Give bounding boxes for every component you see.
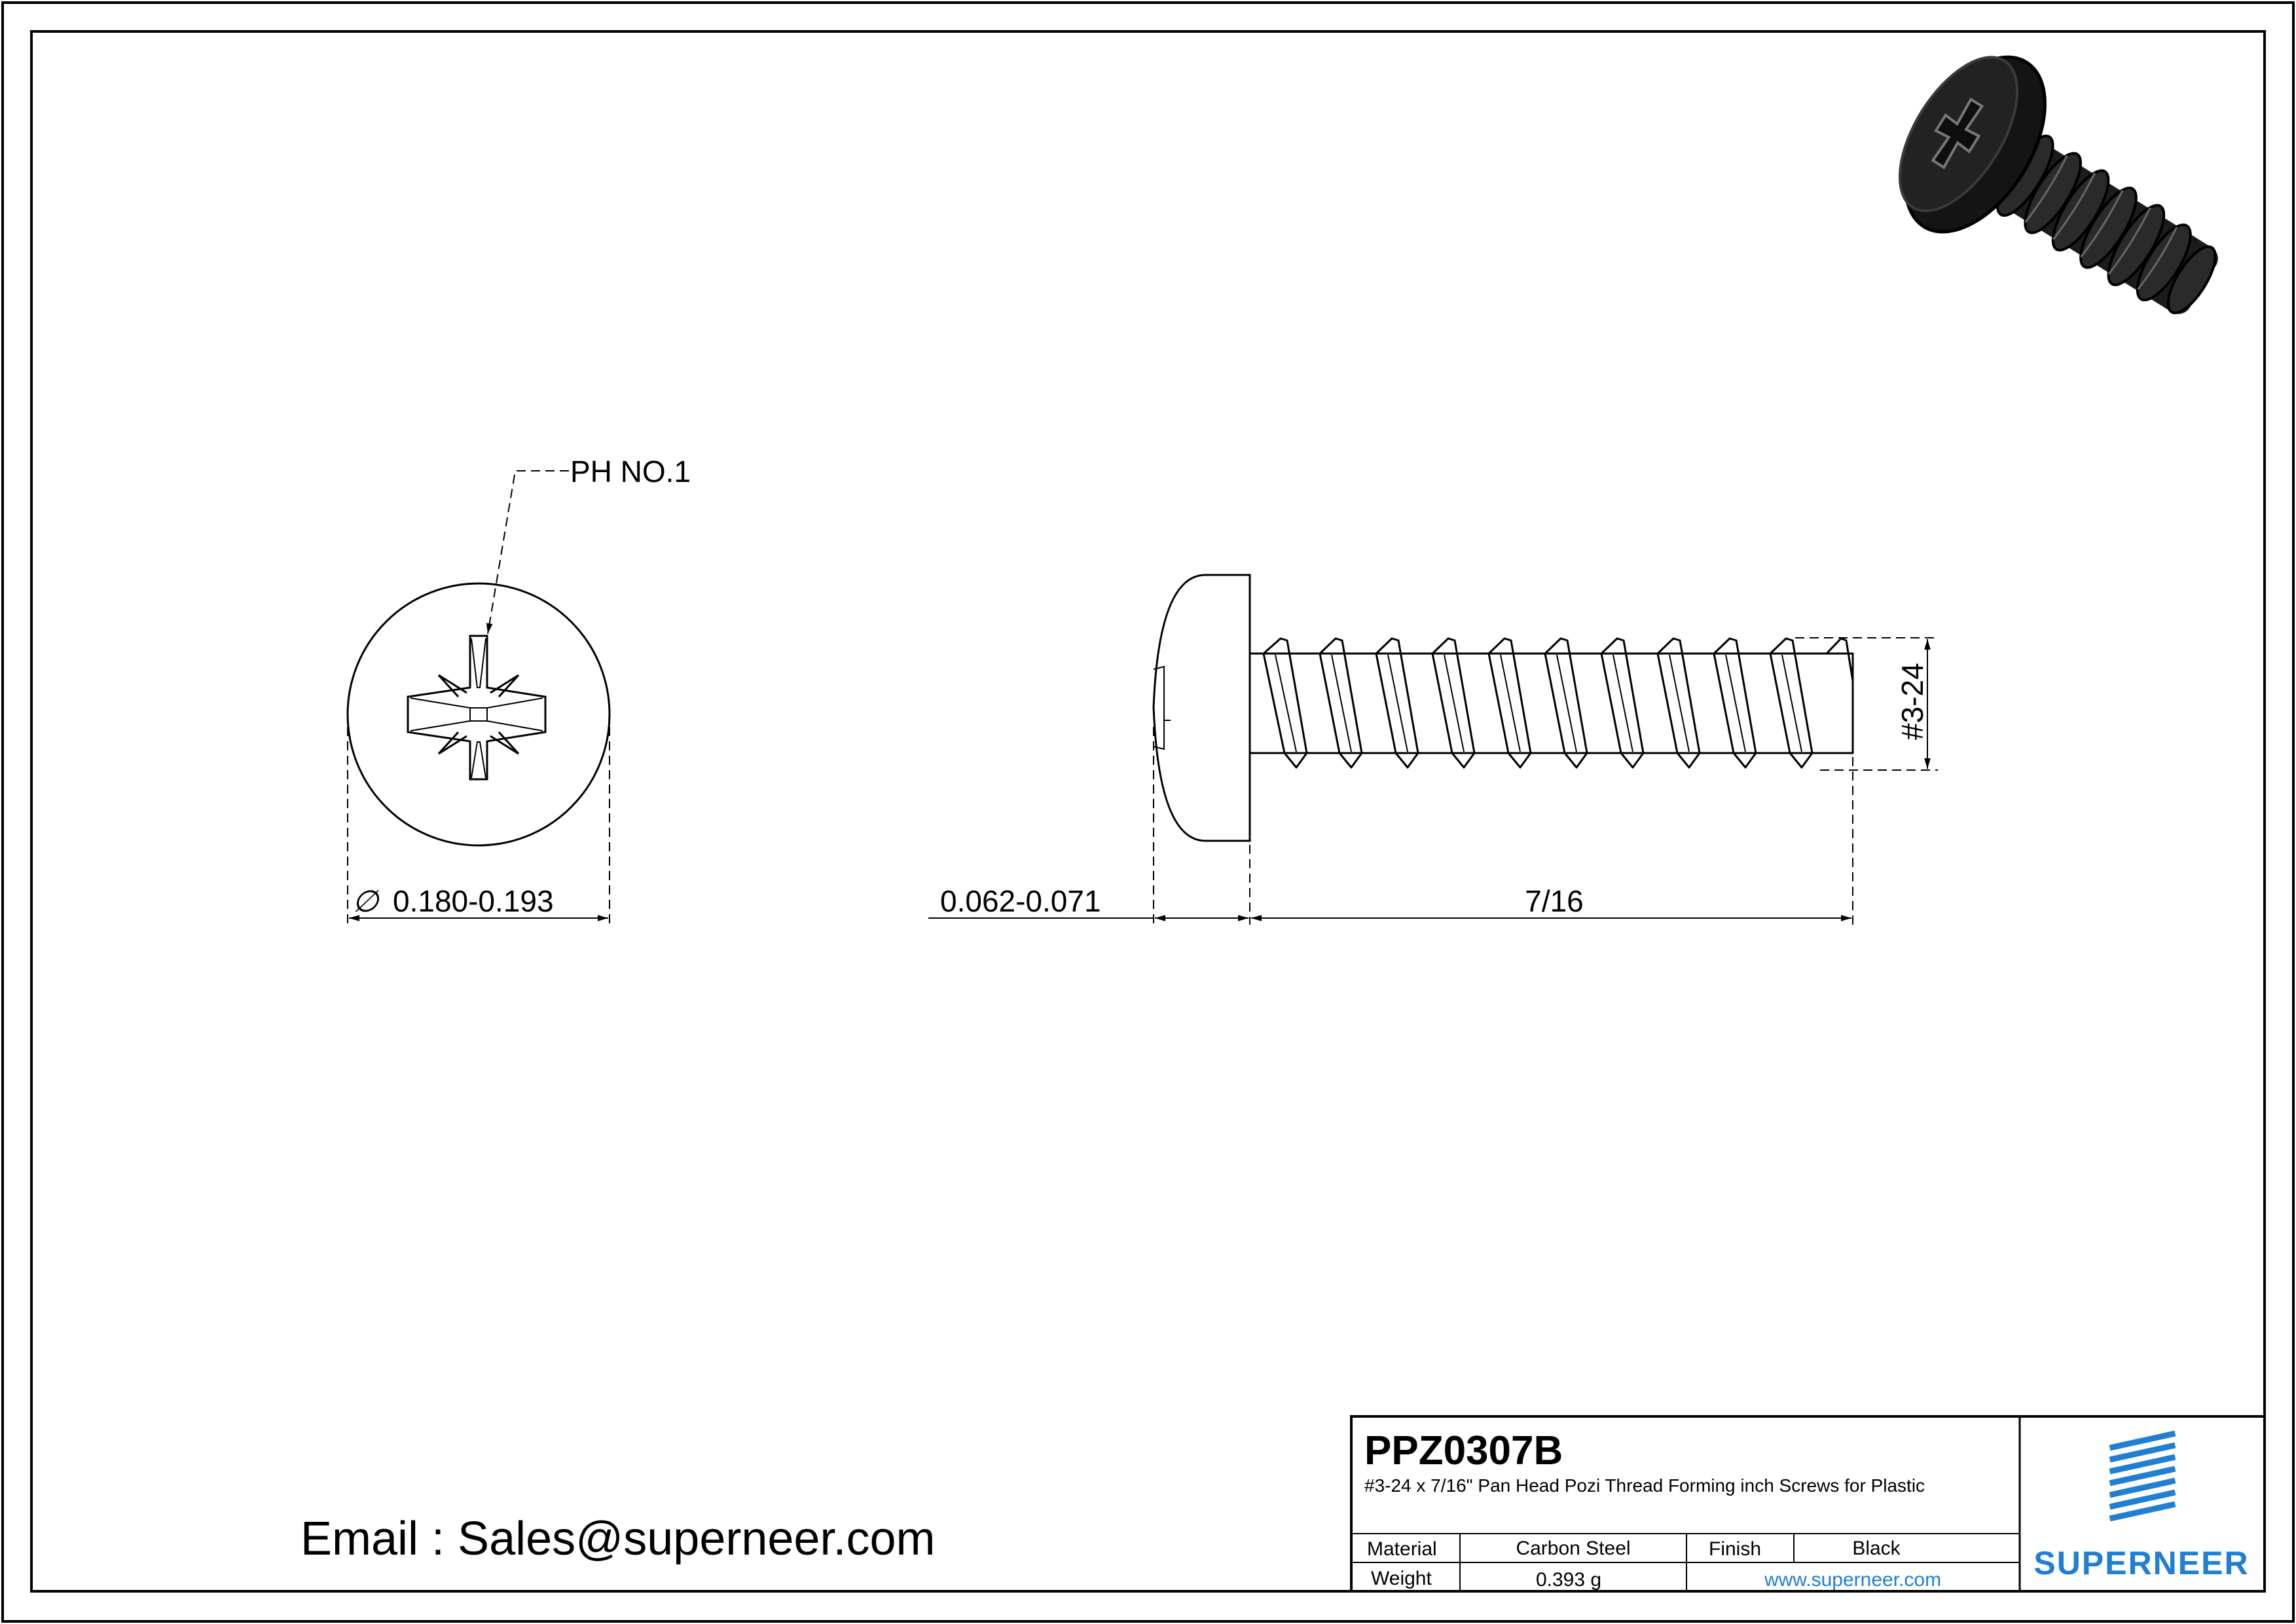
screw-3d-render-icon <box>1870 29 2255 369</box>
contact-email[interactable]: Email : Sales@superneer.com <box>301 1513 936 1565</box>
shank-outline <box>1250 654 1853 753</box>
callout-drive-label: PH NO.1 <box>570 454 691 489</box>
finish-value: Black <box>1852 1538 1901 1559</box>
dim-head-height: 0.062-0.071 <box>940 884 1101 918</box>
dim-length: 7/16 <box>1525 884 1584 918</box>
brand-name: SUPERNEER <box>2033 1545 2250 1581</box>
head-outline <box>348 583 610 845</box>
material-label: Material <box>1367 1538 1437 1560</box>
inner-frame <box>31 31 2265 1591</box>
part-number: PPZ0307B <box>1364 1428 1563 1473</box>
diameter-symbol: ∅ <box>352 884 379 918</box>
outer-frame <box>3 3 2293 1621</box>
title-block <box>1351 1416 2265 1591</box>
website-link[interactable]: www.superneer.com <box>1764 1569 1942 1591</box>
part-description: #3-24 x 7/16" Pan Head Pozi Thread Forming inch Screws for Plastic <box>1364 1475 1925 1496</box>
finish-label: Finish <box>1709 1538 1762 1560</box>
thread-crests <box>1264 638 1853 767</box>
dim-head-diameter: 0.180-0.193 <box>393 884 554 918</box>
weight-label: Weight <box>1371 1568 1432 1589</box>
weight-value: 0.393 g <box>1535 1569 1602 1591</box>
dim-thread-size: #3-24 <box>1895 663 1929 740</box>
head-top-view <box>348 454 691 923</box>
screw-side-view <box>928 575 1938 925</box>
material-value: Carbon Steel <box>1516 1538 1631 1559</box>
pan-head-outline <box>1154 575 1250 841</box>
